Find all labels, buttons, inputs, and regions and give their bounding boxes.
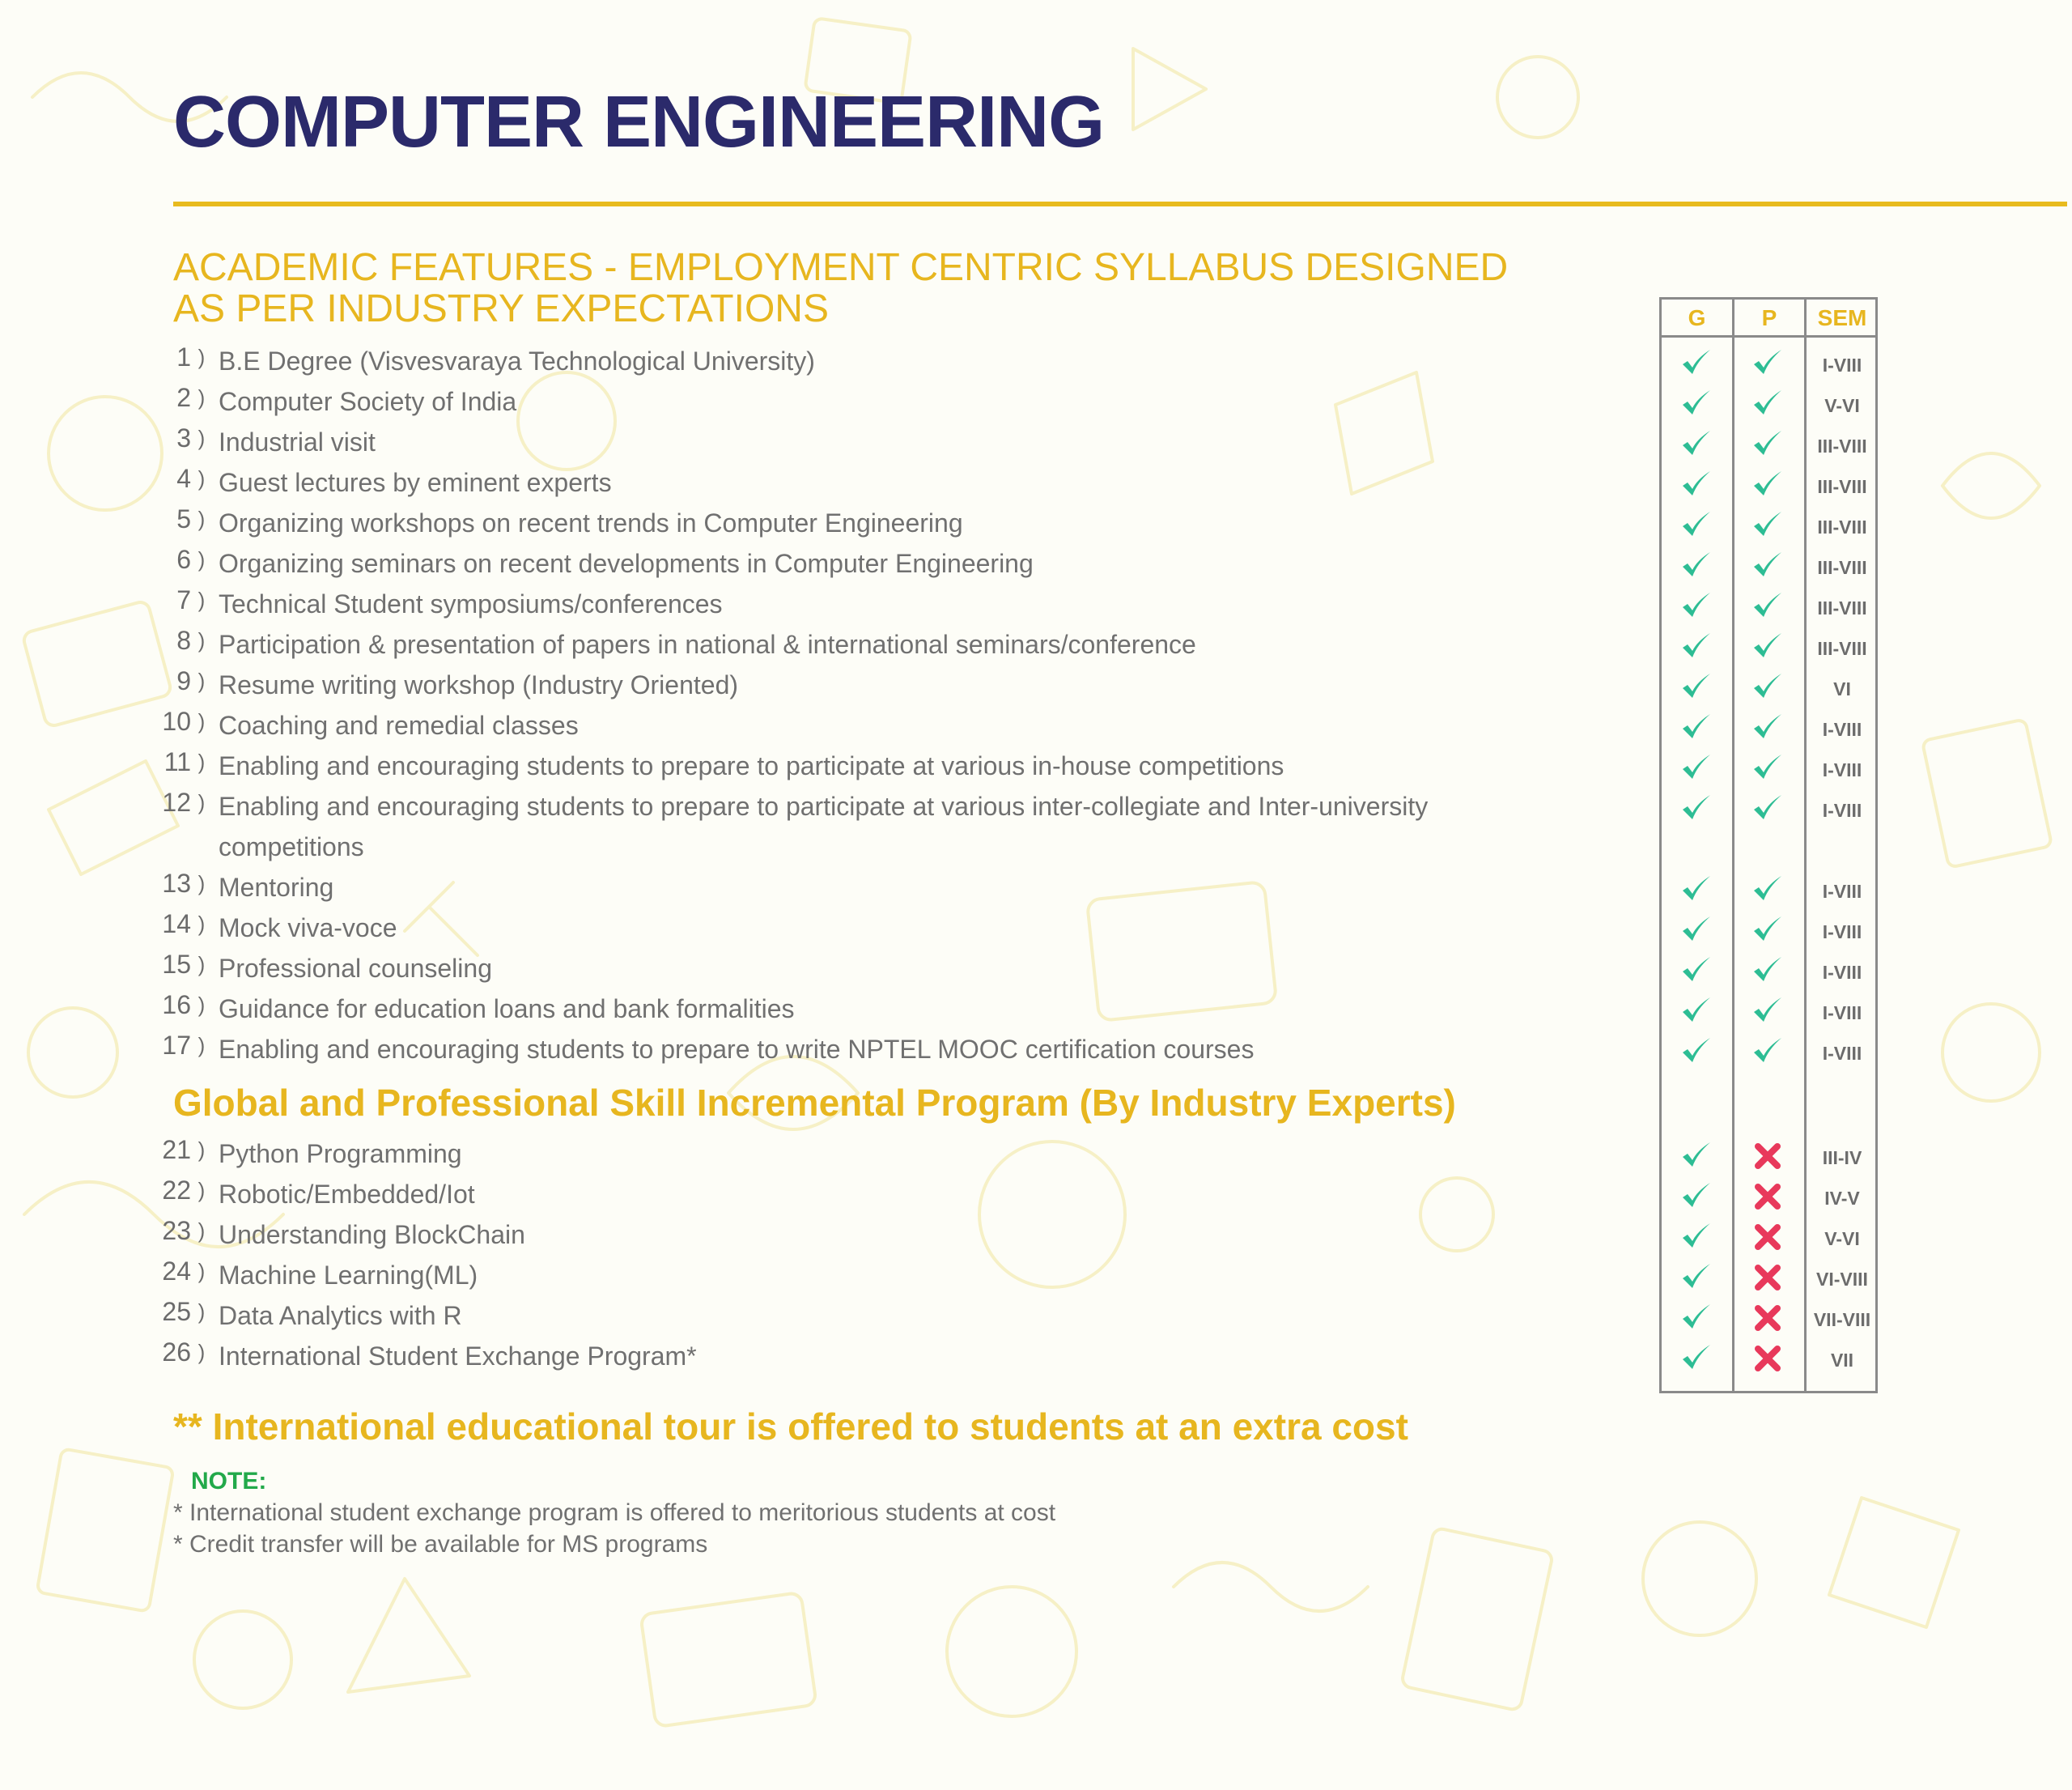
item-text: Coaching and remedial classes xyxy=(219,711,579,740)
item-text: Participation & presentation of papers in national & international seminars/conference xyxy=(219,630,1196,659)
check-icon xyxy=(1679,1139,1713,1173)
cross-icon xyxy=(1751,1220,1785,1254)
check-icon xyxy=(1751,873,1785,907)
extra-cost-notice: ** International educational tour is offered to students at an extra cost xyxy=(173,1405,1408,1448)
item-text: Resume writing workshop (Industry Oriented) xyxy=(219,670,739,699)
item-number: 6 xyxy=(176,545,191,574)
item-number: 13 xyxy=(162,869,191,898)
page-title: COMPUTER ENGINEERING xyxy=(173,82,1105,163)
item-number: 7 xyxy=(176,585,191,614)
item-text: Technical Student symposiums/conferences xyxy=(219,589,723,619)
sem-cell: VII-VIII xyxy=(1813,1309,1871,1330)
note-line: * Credit transfer will be available for MS programs xyxy=(173,1531,708,1558)
item-text: Guest lectures by eminent experts xyxy=(219,468,612,497)
item-text: Enabling and encouraging students to prepare to participate at various in-house competitions xyxy=(219,751,1284,780)
sem-cell: I-VIII xyxy=(1822,800,1862,821)
item-paren: ) xyxy=(197,709,206,733)
academic-heading xyxy=(173,247,1614,330)
item-text: Enabling and encouraging students to prepare to participate at various inter-collegiate and Inter-university competitions xyxy=(219,792,1429,861)
item-paren: ) xyxy=(197,993,206,1017)
check-icon xyxy=(1679,468,1713,502)
academic-heading-line2: AS PER INDUSTRY EXPECTATIONS xyxy=(173,287,829,330)
item-number: 1 xyxy=(176,342,191,372)
item-number: 21 xyxy=(162,1135,191,1164)
item-number: 23 xyxy=(162,1216,191,1245)
item-paren: ) xyxy=(197,1259,206,1283)
sem-cell: V-VI xyxy=(1824,395,1860,416)
item-number: 11 xyxy=(163,747,191,776)
sem-cell: VII xyxy=(1830,1350,1854,1371)
item-number: 4 xyxy=(176,464,191,493)
item-number: 26 xyxy=(162,1337,191,1367)
item-text: Mock viva-voce xyxy=(219,913,397,942)
sem-cell: VI-VIII xyxy=(1816,1269,1868,1290)
item-text: Mentoring xyxy=(219,873,334,902)
item-number: 9 xyxy=(176,666,191,695)
cross-icon xyxy=(1751,1139,1785,1173)
item-paren: ) xyxy=(197,871,206,895)
cross-icon xyxy=(1751,1261,1785,1295)
item-paren: ) xyxy=(197,1218,206,1243)
table-header-p: P xyxy=(1761,305,1777,330)
item-text: Organizing seminars on recent developments in Computer Engineering xyxy=(219,549,1034,578)
feature-table xyxy=(1659,297,1878,1393)
check-icon xyxy=(1679,1035,1713,1069)
check-icon xyxy=(1751,711,1785,745)
table-divider-g-p xyxy=(1732,300,1734,1391)
item-number: 14 xyxy=(162,909,191,938)
title-rule xyxy=(173,202,2067,206)
item-paren: ) xyxy=(197,547,206,572)
check-icon xyxy=(1751,468,1785,502)
item-number: 15 xyxy=(162,950,191,979)
item-text: Understanding BlockChain xyxy=(219,1220,525,1249)
item-text: Machine Learning(ML) xyxy=(219,1261,478,1290)
item-paren: ) xyxy=(197,952,206,976)
check-icon xyxy=(1679,873,1713,907)
check-icon xyxy=(1679,387,1713,421)
item-number: 12 xyxy=(162,788,191,817)
check-icon xyxy=(1751,792,1785,826)
item-text: International Student Exchange Program* xyxy=(219,1341,697,1371)
item-paren: ) xyxy=(197,790,206,814)
item-text: B.E Degree (Visvesvaraya Technological University) xyxy=(219,347,815,376)
item-text: Computer Society of India xyxy=(219,387,517,416)
sem-cell: I-VIII xyxy=(1822,881,1862,902)
sem-cell: III-VIII xyxy=(1817,597,1867,619)
item-paren: ) xyxy=(197,507,206,531)
item-paren: ) xyxy=(197,1033,206,1057)
sem-cell: I-VIII xyxy=(1822,355,1862,376)
item-text: Industrial visit xyxy=(219,427,376,457)
sem-cell: III-VIII xyxy=(1817,638,1867,659)
item-number: 3 xyxy=(176,423,191,453)
sem-cell: I-VIII xyxy=(1822,759,1862,780)
item-paren: ) xyxy=(197,669,206,693)
sem-cell: III-VIII xyxy=(1817,557,1867,578)
item-text: Professional counseling xyxy=(219,954,492,983)
check-icon xyxy=(1679,994,1713,1028)
sem-cell: I-VIII xyxy=(1822,962,1862,983)
check-icon xyxy=(1751,549,1785,583)
item-paren: ) xyxy=(197,750,206,774)
check-icon xyxy=(1679,913,1713,947)
item-paren: ) xyxy=(197,1137,206,1162)
item-paren: ) xyxy=(197,466,206,491)
item-text: Guidance for education loans and bank formalities xyxy=(219,994,795,1023)
item-paren: ) xyxy=(197,912,206,936)
item-paren: ) xyxy=(197,588,206,612)
check-icon xyxy=(1679,954,1713,988)
item-paren: ) xyxy=(197,345,206,369)
item-paren: ) xyxy=(197,1178,206,1202)
check-icon xyxy=(1679,670,1713,704)
item-paren: ) xyxy=(197,385,206,410)
academic-heading-line1: ACADEMIC FEATURES - EMPLOYMENT CENTRIC SYLLABUS DESIGNED xyxy=(173,246,1509,289)
item-number: 16 xyxy=(162,990,191,1019)
check-icon xyxy=(1679,427,1713,461)
check-icon xyxy=(1751,427,1785,461)
item-number: 22 xyxy=(162,1176,191,1205)
check-icon xyxy=(1679,1341,1713,1375)
sem-cell: III-VIII xyxy=(1817,517,1867,538)
table-header-g: G xyxy=(1688,305,1706,330)
item-paren: ) xyxy=(197,1340,206,1364)
check-icon xyxy=(1751,508,1785,542)
check-icon xyxy=(1679,347,1713,381)
check-icon xyxy=(1751,630,1785,664)
sem-cell: III-VIII xyxy=(1817,476,1867,497)
check-icon xyxy=(1751,589,1785,623)
table-header-rule xyxy=(1662,335,1875,338)
item-text: Enabling and encouraging students to prepare to write NPTEL MOOC certification courses xyxy=(219,1035,1255,1064)
check-icon xyxy=(1679,1301,1713,1335)
sem-cell: III-VIII xyxy=(1817,436,1867,457)
check-icon xyxy=(1679,1220,1713,1254)
check-icon xyxy=(1679,1180,1713,1214)
cross-icon xyxy=(1751,1301,1785,1335)
check-icon xyxy=(1751,954,1785,988)
item-paren: ) xyxy=(197,426,206,450)
item-number: 2 xyxy=(176,383,191,412)
skill-program-heading: Global and Professional Skill Incremental Program (By Industry Experts) xyxy=(173,1082,1456,1124)
item-text: Organizing workshops on recent trends in Computer Engineering xyxy=(219,508,963,538)
sem-cell: IV-V xyxy=(1824,1188,1860,1209)
check-icon xyxy=(1751,1035,1785,1069)
item-number: 17 xyxy=(162,1031,191,1060)
check-icon xyxy=(1751,913,1785,947)
check-icon xyxy=(1751,751,1785,785)
cross-icon xyxy=(1751,1180,1785,1214)
sem-cell: VI xyxy=(1833,678,1851,699)
check-icon xyxy=(1679,711,1713,745)
check-icon xyxy=(1679,792,1713,826)
check-icon xyxy=(1679,508,1713,542)
sem-cell: I-VIII xyxy=(1822,1002,1862,1023)
item-number: 10 xyxy=(162,707,191,736)
note-line: * International student exchange program is offered to meritorious students at cost xyxy=(173,1499,1056,1526)
item-text: Robotic/Embedded/Iot xyxy=(219,1180,475,1209)
check-icon xyxy=(1679,589,1713,623)
check-icon xyxy=(1751,670,1785,704)
item-paren: ) xyxy=(197,628,206,653)
sem-cell: V-VI xyxy=(1824,1228,1860,1249)
check-icon xyxy=(1751,994,1785,1028)
item-number: 5 xyxy=(176,504,191,534)
item-number: 8 xyxy=(176,626,191,655)
check-icon xyxy=(1751,387,1785,421)
sem-cell: III-IV xyxy=(1822,1147,1862,1168)
sem-cell: I-VIII xyxy=(1822,1043,1862,1064)
check-icon xyxy=(1679,630,1713,664)
sem-cell: I-VIII xyxy=(1822,719,1862,740)
cross-icon xyxy=(1751,1341,1785,1375)
item-text: Python Programming xyxy=(219,1139,462,1168)
item-paren: ) xyxy=(197,1299,206,1324)
item-text: Data Analytics with R xyxy=(219,1301,462,1330)
note-label: NOTE: xyxy=(191,1468,267,1495)
sem-cell: I-VIII xyxy=(1822,921,1862,942)
check-icon xyxy=(1751,347,1785,381)
check-icon xyxy=(1679,1261,1713,1295)
check-icon xyxy=(1679,751,1713,785)
item-number: 25 xyxy=(162,1297,191,1326)
item-number: 24 xyxy=(162,1256,191,1286)
table-header-sem: SEM xyxy=(1817,305,1867,330)
check-icon xyxy=(1679,549,1713,583)
